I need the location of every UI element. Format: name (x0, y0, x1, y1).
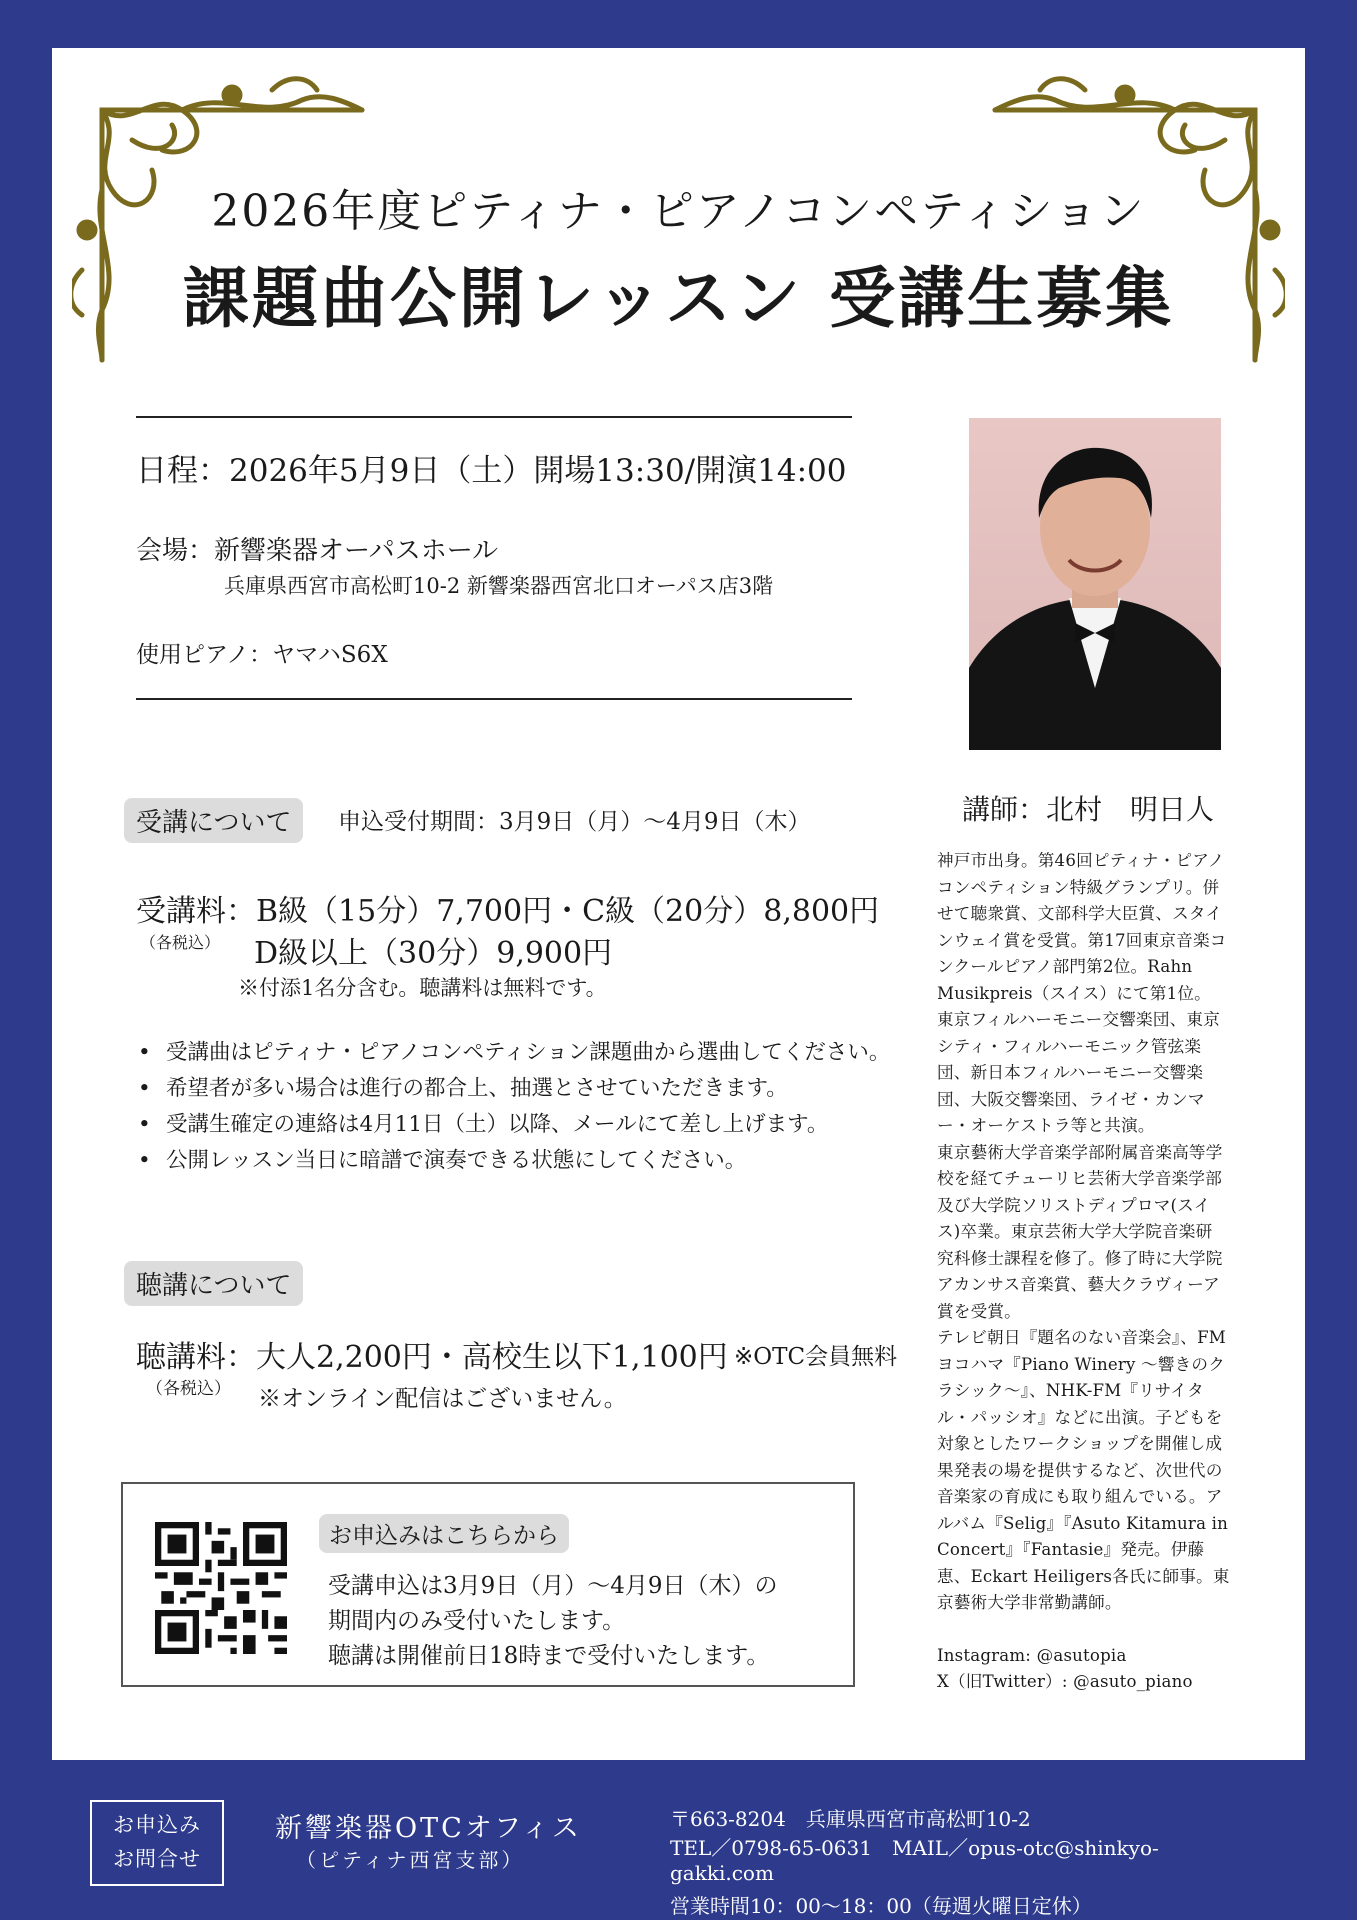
bio-line: 東京藝術大学音楽学部附属音楽高等学 (937, 1142, 1223, 1162)
list-item: • 受講曲はピティナ・ピアノコンペティション課題曲から選曲してください。 (160, 1035, 920, 1071)
bio-line: テレビ朝日『題名のない音楽会』、FM (937, 1328, 1226, 1347)
footer-hours: 営業時間10：00～18：00（毎週火曜日定休） (670, 1894, 1092, 1918)
lesson-section-header (124, 798, 303, 843)
bio-line: ス)卒業。東京芸術大学大学院音楽研 (937, 1222, 1213, 1241)
instructor-photo (969, 418, 1221, 750)
bio-line: アカンサス音楽賞、藝大クラヴィーア (937, 1275, 1220, 1294)
bio-line: 京藝術大学非常勤講師。 (937, 1593, 1122, 1612)
bio-line: ー・オーケストラ等と共演。 (937, 1116, 1155, 1135)
bio-line: 及び大学院ソリストディプロマ(スイ (937, 1195, 1211, 1215)
bio-line: コンペティション特級グランプリ。併 (937, 877, 1220, 897)
bio-line: 神戸市出身。第46回ピティナ・ピアノ (937, 851, 1225, 870)
lesson-fee-line1: 受講料：B級（15分）7,700円・C級（20分）8,800円 (136, 894, 880, 929)
bio-line: Musikpreis（スイス）にて第1位。 (937, 983, 1211, 1003)
lesson-fee-note: ※付添1名分含む。聴講料は無料です。 (238, 976, 607, 1000)
audit-tag: 聴講について (124, 1261, 303, 1306)
bio-line: 恵、Eckart Heiligers各氏に師事。東 (937, 1566, 1230, 1586)
lesson-tax-note: （各税込） (140, 933, 221, 952)
bio-line: 果発表の場を提供するなど、次世代の (937, 1460, 1223, 1480)
lesson-period: 申込受付期間：3月9日（月）～4月9日（木） (338, 809, 811, 835)
audit-online-note: ※オンライン配信はございません。 (258, 1386, 627, 1412)
bio-line: ラシック～』、NHK-FM『リサイタ (937, 1381, 1204, 1400)
divider-top (136, 416, 852, 418)
audit-section-header (124, 1261, 303, 1306)
piano-text: 使用ピアノ：ヤマハS6X (136, 642, 388, 668)
bio-line: ンクールピアノ部門第2位。Rahn (937, 957, 1193, 976)
poster-title: 課題曲公開レッスン 受講生募集 (182, 259, 1175, 337)
lesson-rules-list (160, 1035, 920, 1179)
list-item: • 受講生確定の連絡は4月11日（土）以降、メールにて差し上げます。 (160, 1107, 920, 1143)
bio-line: ヨコハマ『Piano Winery ～響きのク (937, 1354, 1226, 1374)
lesson-tag: 受講について (124, 798, 303, 843)
audit-fee: 聴講料：大人2,200円・高校生以下1,100円 (136, 1340, 728, 1375)
list-item: • 公開レッスン当日に暗譜で演奏できる状態にしてください。 (160, 1143, 920, 1179)
audit-tax-note: （各税込） (146, 1379, 231, 1399)
footer-contact[interactable]: TEL／0798-65-0631 MAIL／opus-otc@shinkyo- (670, 1836, 1159, 1860)
bio-line: ンウェイ賞を受賞。第17回東京音楽コ (937, 930, 1227, 950)
bio-line: 団、新日本フィルハーモニー交響楽 (937, 1063, 1204, 1082)
contact-label-1: お申込み (113, 1813, 201, 1837)
contact-label-box (90, 1800, 224, 1886)
instagram-link[interactable]: Instagram: @asutopia (937, 1645, 1127, 1665)
lesson-fee-line2: D級以上（30分）9,900円 (254, 936, 613, 971)
schedule-text: 日程：2026年5月9日（土）開場13:30/開演14:00 (136, 453, 847, 489)
bio-line: 音楽家の育成にも取り組んでいる。ア (937, 1487, 1223, 1506)
apply-box (121, 1482, 855, 1687)
bio-line: 賞を受賞。 (937, 1301, 1021, 1321)
footer-mail-cont[interactable]: gakki.com (670, 1861, 774, 1885)
instructor-name: 講師：北村 明日人 (962, 793, 1215, 826)
venue-address: 兵庫県西宮市高松町10-2 新響楽器西宮北口オーパス店3階 (224, 574, 774, 598)
instructor-portrait-icon (969, 418, 1221, 750)
divider-bottom (136, 698, 852, 700)
instructor-bio (937, 848, 1257, 1696)
venue-text: 会場：新響楽器オーパスホール (136, 536, 499, 566)
twitter-link[interactable]: X（旧Twitter）: @asuto_piano (937, 1672, 1193, 1691)
poster-subtitle: 2026年度ピティナ・ピアノコンペティション (211, 186, 1146, 237)
contact-label-2: お問合せ (113, 1847, 201, 1871)
apply-tag: お申込みはこちらから (319, 1514, 569, 1553)
bio-line: シティ・フィルハーモニック管弦楽 (937, 1036, 1202, 1056)
bio-line: 団、大阪交響楽団、ライゼ・カンマ (937, 1089, 1205, 1109)
office-name: 新響楽器OTCオフィス (275, 1813, 582, 1844)
bio-line: 校を経てチューリヒ芸術大学音楽学部 (937, 1169, 1222, 1188)
bio-line: せて聴衆賞、文部科学大臣賞、スタイ (937, 904, 1223, 923)
footer-address: 〒663-8204 兵庫県西宮市高松町10-2 (670, 1807, 1031, 1831)
bio-line: ルバム『Selig』『Asuto Kitamura in (937, 1513, 1229, 1533)
office-branch: （ピティナ西宮支部） (296, 1848, 525, 1872)
bio-line: ル・パッシオ』などに出演。子どもを (937, 1407, 1223, 1427)
apply-line-1: 受講申込は3月9日（月）～4月9日（木）の (328, 1573, 778, 1599)
qr-code-icon[interactable] (155, 1522, 287, 1654)
list-item: • 希望者が多い場合は進行の都合上、抽選とさせていただきます。 (160, 1071, 920, 1107)
apply-line-3: 聴講は開催前日18時まで受付いたします。 (328, 1643, 770, 1669)
apply-line-2: 期間内のみ受付いたします。 (328, 1608, 626, 1634)
bio-line: 対象としたワークショップを開催し成 (937, 1434, 1223, 1453)
bio-line: Concert』『Fantasie』発売。伊藤 (937, 1540, 1205, 1559)
bio-line: 東京フィルハーモニー交響楽団、東京 (937, 1010, 1221, 1029)
audit-member-note: ※OTC会員無料 (734, 1344, 898, 1370)
bio-line: 究科修士課程を修了。修了時に大学院 (937, 1248, 1223, 1268)
